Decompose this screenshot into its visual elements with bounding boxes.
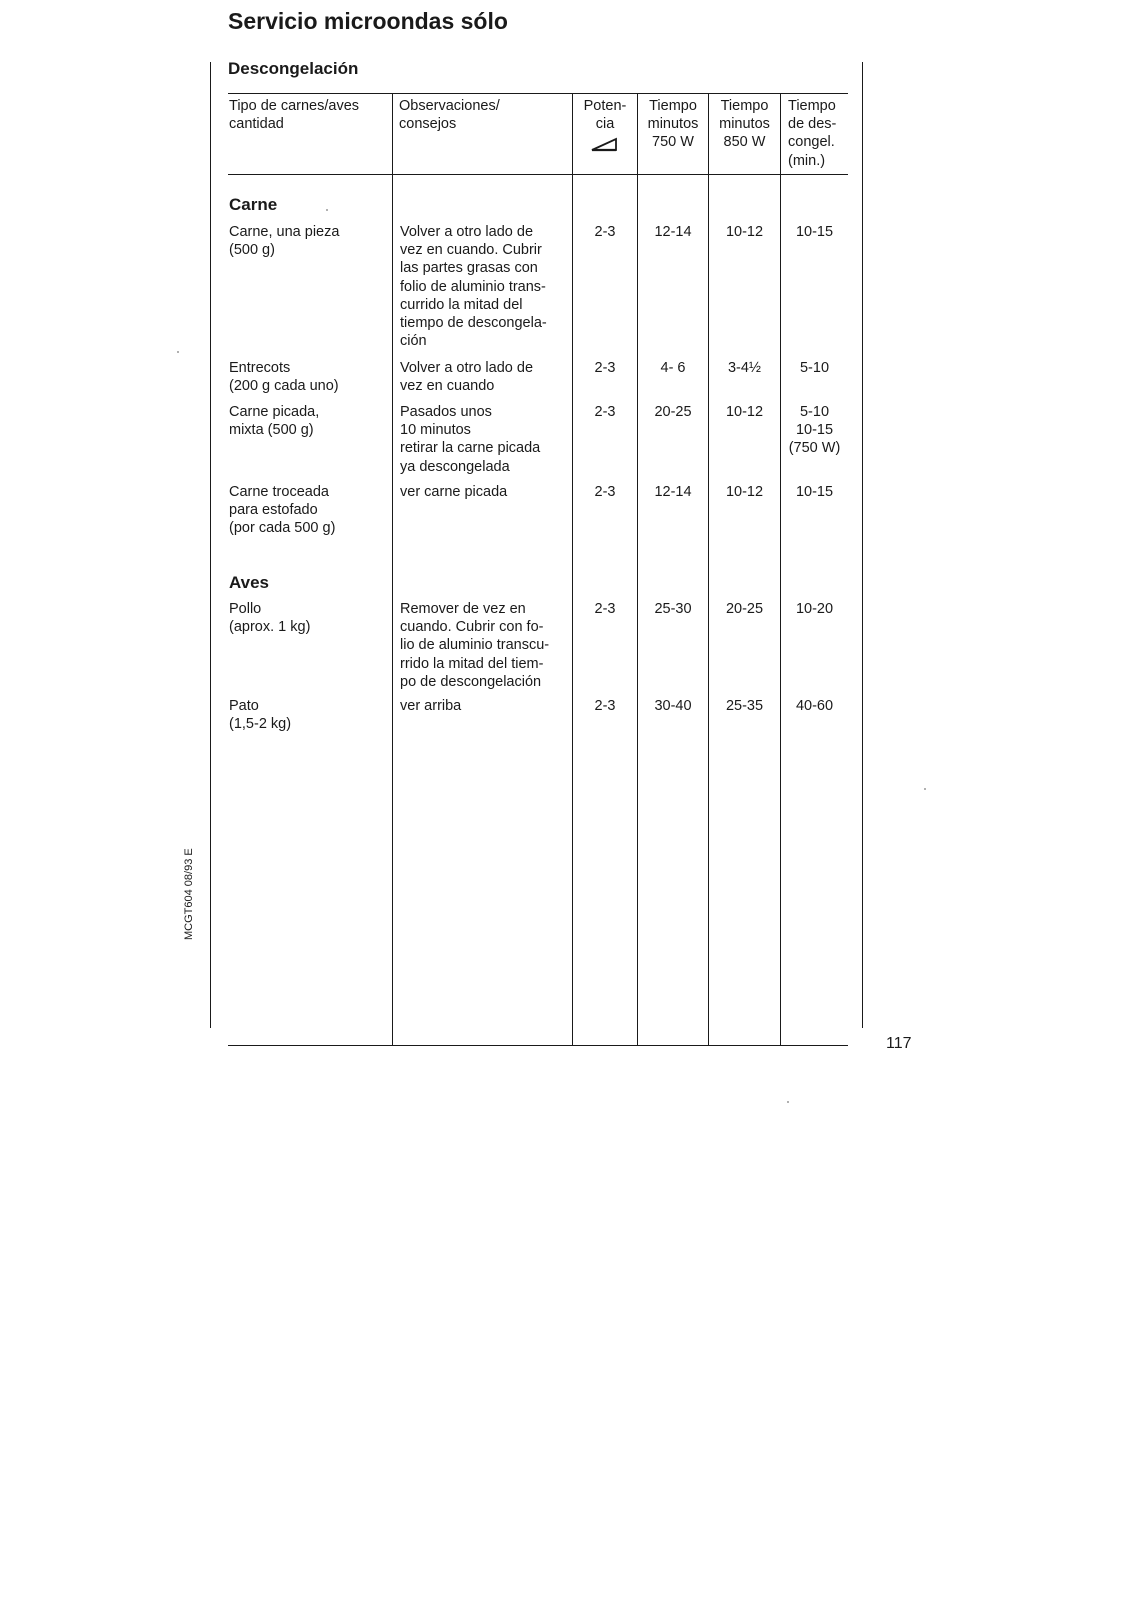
section-subtitle: Descongelación [228, 59, 359, 78]
table-row-tiempo-850: 10-12 [725, 484, 764, 500]
table-row-tiempo-850: 10-12 [725, 224, 764, 240]
scan-speck [326, 209, 328, 211]
table-row-descongelacion: 10-20 [795, 601, 834, 617]
table-row-tipo: Carne picada, mixta (500 g) [229, 404, 320, 439]
table-row-potencia: 2-3 [594, 601, 616, 617]
table-row-observaciones: ver carne picada [400, 484, 508, 500]
table-row-descongelacion: 5-10 [799, 360, 830, 376]
table-row-tiempo-750: 12-14 [654, 484, 692, 500]
table-row-tipo: Pollo (aprox. 1 kg) [229, 601, 311, 636]
column-divider [392, 93, 393, 1045]
document-code: MCGT604 08/93 E [183, 848, 195, 940]
page-title: Servicio microondas sólo [228, 8, 508, 34]
section-heading-carne: Carne [229, 195, 278, 214]
table-row-tiempo-850: 10-12 [725, 404, 764, 420]
header-potencia: Poten- cia [583, 98, 627, 133]
header-tiempo-descongelacion: Tiempo de des- congel. (min.) [788, 98, 837, 169]
table-row-descongelacion: 5-10 10-15 (750 W) [788, 404, 841, 457]
table-row-tiempo-750: 30-40 [654, 698, 692, 714]
scan-speck [924, 788, 926, 790]
table-row-observaciones: ver arriba [400, 698, 462, 714]
table-row-descongelacion: 10-15 [795, 224, 834, 240]
scan-speck [177, 351, 179, 353]
table-row-tiempo-750: 4- 6 [660, 360, 686, 376]
table-row-observaciones: Remover de vez en cuando. Cubrir con fo- lio de aluminio transcu- rrido la mitad del tiem- po de descongelación [400, 601, 550, 690]
table-row-descongelacion: 40-60 [795, 698, 834, 714]
left-margin-rule [210, 62, 211, 1028]
scan-speck [787, 1101, 789, 1103]
table-row-tiempo-750: 25-30 [654, 601, 692, 617]
table-row-potencia: 2-3 [594, 698, 616, 714]
table-row-potencia: 2-3 [594, 224, 616, 240]
table-row-observaciones: Volver a otro lado de vez en cuando [400, 360, 534, 395]
table-row-tipo: Carne troceada para estofado (por cada 500 g) [229, 484, 336, 537]
table-row-potencia: 2-3 [594, 360, 616, 376]
table-row-tipo: Carne, una pieza (500 g) [229, 224, 340, 259]
table-row-tiempo-850: 25-35 [725, 698, 764, 714]
header-tipo: Tipo de carnes/aves cantidad [229, 98, 360, 133]
header-tiempo-750: Tiempo minutos 750 W [647, 98, 699, 151]
table-row-observaciones: Pasados unos 10 minutos retirar la carne picada ya descongelada [400, 404, 541, 475]
table-row-descongelacion: 10-15 [795, 484, 834, 500]
section-heading-aves: Aves [229, 573, 270, 592]
table-row-tipo: Entrecots (200 g cada uno) [229, 360, 339, 395]
table-row-tiempo-750: 20-25 [654, 404, 692, 420]
table-row-tiempo-850: 20-25 [725, 601, 764, 617]
table-row-potencia: 2-3 [594, 484, 616, 500]
power-level-icon [590, 136, 620, 152]
header-observaciones: Observaciones/ consejos [399, 98, 500, 133]
table-row-tiempo-750: 12-14 [654, 224, 692, 240]
right-margin-rule [862, 62, 863, 1028]
table-top-rule [228, 93, 848, 94]
header-tiempo-850: Tiempo minutos 850 W [719, 98, 770, 151]
table-row-tiempo-850: 3-4½ [727, 360, 762, 376]
table-header-rule [228, 174, 848, 175]
table-row-observaciones: Volver a otro lado de vez en cuando. Cubrir las partes grasas con folio de aluminio trans- currido la mitad del tiempo de descongela- ción [400, 224, 547, 350]
page-number: 117 [886, 1035, 912, 1052]
table-bottom-rule [228, 1045, 848, 1046]
table-row-potencia: 2-3 [594, 404, 616, 420]
table-row-tipo: Pato (1,5-2 kg) [229, 698, 292, 733]
